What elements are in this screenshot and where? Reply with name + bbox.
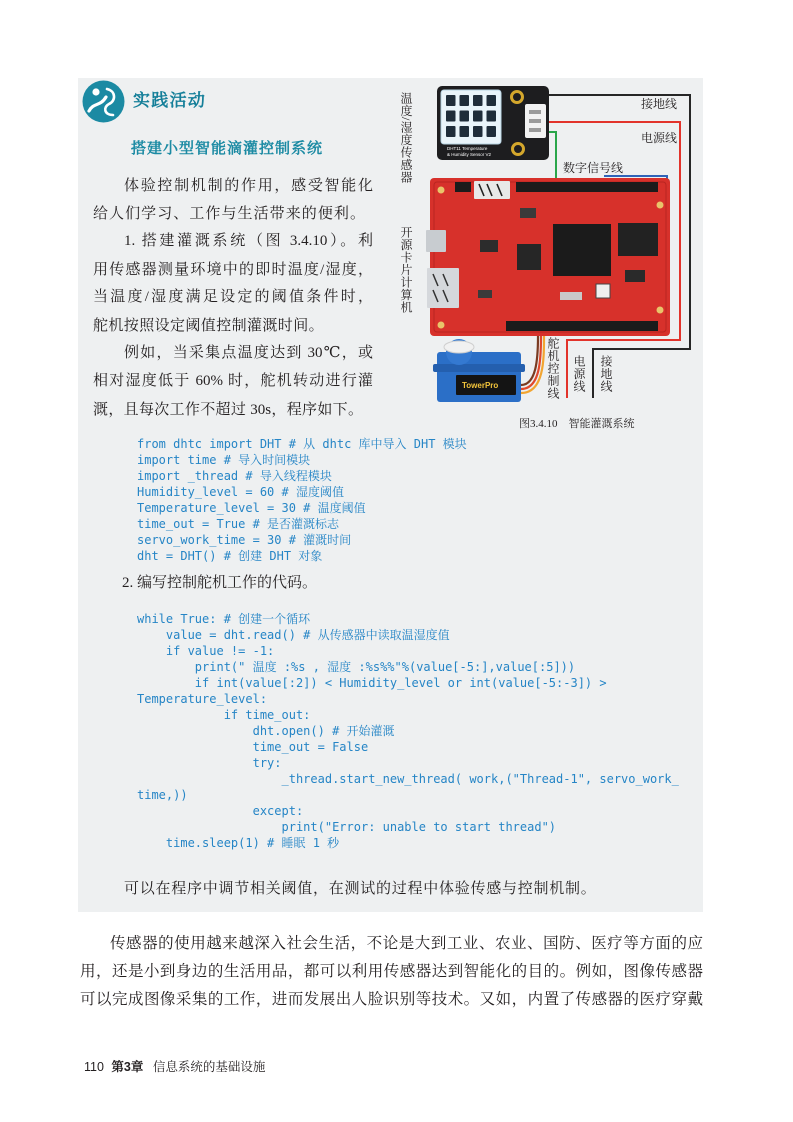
sensor-grill-slot — [460, 111, 470, 122]
servo-sticker-text: TowerPro — [462, 381, 499, 390]
activity-text-line: 当温度/湿度满足设定的阈值条件时， — [93, 289, 373, 305]
code-line: if int(value[:2]) < Humidity_level or int(value[-5:-3]) > — [137, 676, 607, 690]
activity-text-line: 给人们学习、工作与生活带来的便利。 — [93, 206, 365, 222]
chapter-number: 第3章 — [111, 1060, 144, 1074]
code-line: time_out = True # 是否灌溉标志 — [137, 517, 340, 531]
code-line: import _thread # 导入线程模块 — [137, 469, 332, 483]
activity-text-line: 体验控制机制的作用，感受智能化 — [124, 178, 373, 194]
board-mount-hole — [438, 187, 445, 194]
component — [478, 290, 492, 298]
memory-chip — [618, 223, 658, 256]
code-block-setup — [137, 436, 467, 564]
sensor-grill-slot — [473, 95, 483, 106]
label-digital-signal-wire: 数字信号线 — [563, 161, 624, 175]
code-line: _thread.start_new_thread( work,("Thread-1", servo_work_ — [137, 772, 679, 786]
sensor-silkscreen-line: DHT11 Temperature — [447, 146, 488, 151]
activity-text-line: 1. 搭建灌溉系统（图 3.4.10）。利 — [124, 233, 373, 249]
label-temperature-humidity-sensor: 温度/湿度传感器 — [399, 92, 413, 184]
sensor-grill-slot — [460, 126, 470, 137]
sensor-grill-slot — [473, 126, 483, 137]
code-line: if value != -1: — [137, 644, 275, 658]
component — [480, 240, 498, 252]
code-block-servo-control — [137, 611, 679, 851]
activity-heading: 实践活动 — [133, 91, 207, 111]
chapter-title: 信息系统的基础设施 — [152, 1060, 266, 1074]
code-line: from dhtc import DHT # 从 dhtc 库中导入 DHT 模块 — [137, 437, 467, 451]
code-line: print(" 温度 :%s , 湿度 :%s%%"%(value[-5:],value[:5])) — [137, 660, 576, 674]
open-source-card-computer — [426, 178, 670, 336]
label-open-source-card-computer: 开源卡片计算机 — [399, 226, 413, 314]
code-line: dht.open() # 开始灌溉 — [137, 724, 395, 738]
connector-pin — [529, 119, 541, 123]
main-chip — [553, 224, 611, 276]
code-line: if time_out: — [137, 708, 311, 722]
board-mount-hole — [657, 202, 664, 209]
label-power-wire: 电源线 — [641, 131, 678, 145]
body-text-line: 用，还是小到身边的生活用品，都可以利用传感器达到智能化的目的。例如，图像传感器 — [80, 963, 703, 980]
board-pcb — [430, 178, 670, 336]
activity-closing-text: 可以在程序中调节相关阈值，在测试的过程中体验传感与控制机制。 — [124, 881, 597, 897]
sensor-grill-slot — [446, 95, 456, 106]
code-line: try: — [137, 756, 282, 770]
page-footer — [84, 1059, 265, 1075]
activity-text-line: 相对湿度低于 60% 时，舵机转动进行灌 — [93, 373, 373, 389]
sensor-grill-slot — [473, 111, 483, 122]
code-line: time.sleep(1) # 睡眠 1 秒 — [137, 836, 340, 850]
label-servo-power-wire: 电源线 — [572, 355, 586, 393]
label-ground-wire: 接地线 — [641, 97, 678, 111]
practice-activity-icon — [82, 80, 125, 123]
code-line: print("Error: unable to start thread") — [137, 820, 557, 834]
activity-text-line: 溉，且每次工作不超过 30s，程序如下。 — [93, 402, 363, 418]
icon-figure-head — [92, 88, 99, 95]
page-number: 110 — [84, 1060, 104, 1074]
sensor-grill-slot — [446, 126, 456, 137]
code-line: except: — [137, 804, 304, 818]
code-line: servo_work_time = 30 # 灌溉时间 — [137, 533, 352, 547]
activity-title: 搭建小型智能滴灌控制系统 — [131, 139, 324, 157]
board-mount-hole — [657, 307, 664, 314]
label-servo-ground-wire: 接地线 — [599, 355, 613, 393]
component — [596, 284, 610, 298]
code-line: time_out = False — [137, 740, 369, 754]
code-line: while True: # 创建一个循环 — [137, 612, 311, 626]
step-2-heading: 2. 编写控制舵机工作的代码。 — [122, 575, 318, 591]
sensor-grill-slot — [487, 126, 497, 137]
header-top-left — [455, 182, 471, 192]
code-line: import time # 导入时间模块 — [137, 453, 311, 467]
code-line: time,)) — [137, 788, 188, 802]
activity-text-line: 用传感器测量环境中的即时温度/湿度， — [93, 262, 373, 278]
component — [625, 270, 645, 282]
header-bottom — [506, 321, 658, 331]
code-line: value = dht.read() # 从传感器中读取温湿度值 — [137, 628, 450, 642]
sensor-silkscreen-line: & Humidity Sensor V2 — [447, 152, 492, 157]
header-top-right — [516, 182, 658, 192]
label-servo-control-wire: 舵机控制线 — [546, 337, 560, 400]
component — [520, 208, 536, 218]
sensor-grill-slot — [446, 111, 456, 122]
body-text-line: 传感器的使用越来越深入社会生活，不论是大到工业、农业、国防、医疗等方面的应 — [110, 935, 703, 952]
dht11-sensor-module — [437, 86, 549, 160]
servo-horn — [444, 341, 474, 353]
board-mount-hole — [438, 322, 445, 329]
sensor-grill-slot — [487, 95, 497, 106]
component — [560, 292, 582, 300]
code-line: dht = DHT() # 创建 DHT 对象 — [137, 549, 323, 563]
top-connector — [474, 181, 510, 199]
code-line: Humidity_level = 60 # 湿度阈值 — [137, 485, 344, 499]
usb-port — [426, 230, 446, 252]
code-line: Temperature_level: — [137, 692, 268, 706]
figure-caption: 图3.4.10 智能灌溉系统 — [519, 418, 635, 430]
body-text-line: 可以完成图像采集的工作，进而发展出人脸识别等技术。又如，内置了传感器的医疗穿戴 — [80, 991, 703, 1008]
sensor-grill-slot — [487, 111, 497, 122]
activity-text-line: 例如，当采集点温度达到 30℃，或 — [124, 345, 373, 361]
activity-text-line: 舵机按照设定阈值控制灌溉时间。 — [93, 318, 325, 334]
small-chip — [517, 244, 541, 270]
sensor-grill-slot — [460, 95, 470, 106]
connector-pin — [529, 110, 541, 114]
connector-pin — [529, 128, 541, 132]
servo-motor — [433, 336, 544, 402]
servo-mount-tab — [433, 364, 525, 372]
code-line: Temperature_level = 30 # 温度阈值 — [137, 501, 366, 515]
